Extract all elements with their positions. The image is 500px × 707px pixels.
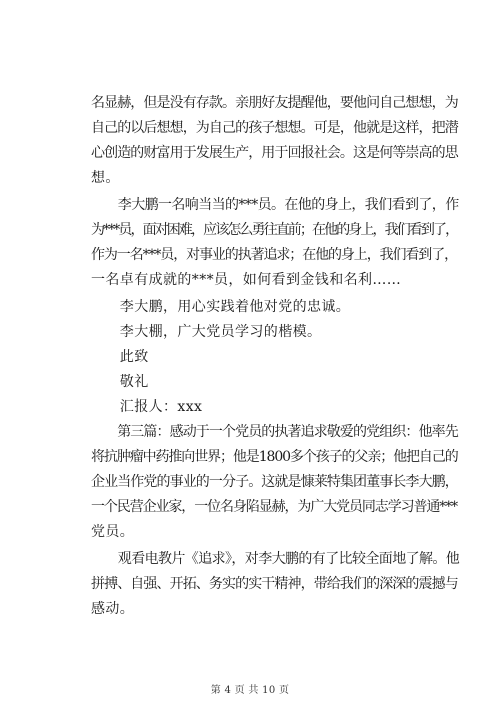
text-line: 企业当作党的事业的一分子。这就是慷莱特集团董事长李大鹏，	[91, 474, 458, 490]
text-line: 拼搏、自强、开拓、务实的实干精神，带给我们的深深的震撼与	[91, 576, 458, 592]
text-line: 自己的以后想想，为自己的孩子想想。可是，他就是这样，把潜	[91, 120, 458, 136]
text-line: 将抗肿瘤中药推向世界；他是1800多个孩子的父亲；他把自己的	[91, 449, 458, 465]
text-line: 心创造的财富用于发展生产，用于回报社会。这是何等崇高的思	[91, 145, 458, 161]
text-line: 观看电教片《追求》，对李大鹏的有了比较全面地了解。他	[91, 551, 460, 567]
text-line: 感动。	[91, 601, 135, 617]
text-line: 李大鹏，用心实践着他对党的忠诚。	[91, 299, 351, 315]
text-line: 敬礼	[91, 374, 149, 390]
text-line: 李大鹏一名响当当的***员。在他的身上，我们看到了，作	[91, 197, 459, 213]
text-line: 想。	[91, 170, 120, 186]
text-line: 第三篇：感动于一个党员的执著追求敬爱的党组织：他率先	[91, 424, 458, 440]
text-line: 此致	[91, 349, 149, 365]
text-line: 一名卓有成就的***员，如何看到金钱和名利……	[91, 272, 402, 288]
text-line: 为***员，面对困难，应该怎么勇往直前；在他的身上，我们看到了，	[91, 222, 458, 238]
text-line: 作为一名***员，对事业的执著追求；在他的身上，我们看到了，	[91, 247, 457, 263]
page-number: 第 4 页 共 10 页	[210, 685, 290, 696]
text-line: 党员。	[91, 524, 135, 540]
text-line: 一个民营企业家，一位名身陷显赫，为广大党员同志学习普通***	[91, 499, 457, 515]
text-line: 汇报人：xxx	[91, 399, 203, 415]
text-line: 名显赫，但是没有存款。亲朋好友提醒他，要他问自己想想，为	[91, 95, 458, 111]
text-line: 李大棚，广大党员学习的楷模。	[91, 324, 322, 340]
